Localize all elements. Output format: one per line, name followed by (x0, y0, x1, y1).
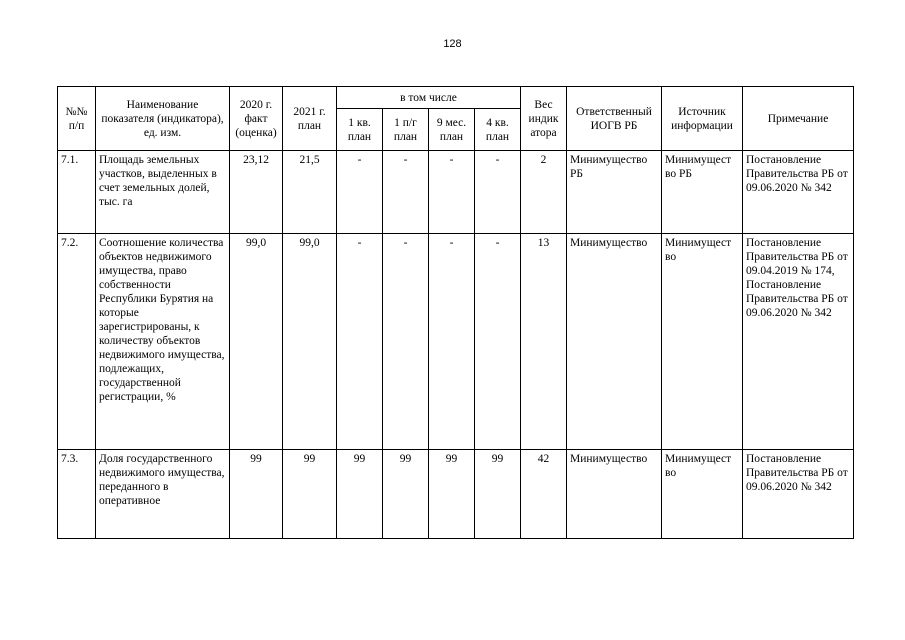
header-fact-2020: 2020 г. факт (оценка) (230, 87, 283, 151)
cell-num: 7.1. (58, 151, 96, 234)
cell-note: Постановление Правительства РБ от 09.06.2020 № 342 (743, 450, 854, 539)
cell-responsible: Минимущество РБ (567, 151, 662, 234)
cell-name (96, 450, 230, 539)
cell-q4: 99 (475, 450, 521, 539)
cell-note: Постановление Правительства РБ от 09.06.2020 № 342 (743, 151, 854, 234)
header-plan-2021: 2021 г. план (283, 87, 337, 151)
cell-h1: 99 (383, 450, 429, 539)
header-note: Примечание (743, 87, 854, 151)
cell-name-text: Доля государственного недвижимого имущества, переданного в оперативное (99, 453, 225, 507)
cell-weight: 2 (521, 151, 567, 234)
cell-fact-2020: 99 (230, 450, 283, 539)
cell-plan-2021: 99 (283, 450, 337, 539)
cell-q1: - (337, 234, 383, 450)
header-num: №№ п/п (58, 87, 96, 151)
header-q1: 1 кв. план (337, 109, 383, 151)
cell-9m: 99 (429, 450, 475, 539)
header-source: Источник информации (662, 87, 743, 151)
cell-h1: - (383, 234, 429, 450)
header-9m: 9 мес. план (429, 109, 475, 151)
cell-source: Минимущест во (662, 234, 743, 450)
cell-name: Площадь земельных участков, выделенных в счет земельных долей, тыс. га (96, 151, 230, 234)
header-h1: 1 п/г план (383, 109, 429, 151)
cell-weight: 42 (521, 450, 567, 539)
cell-num: 7.3. (58, 450, 96, 539)
header-including: в том числе (337, 87, 521, 109)
table-row (58, 234, 854, 450)
table-header (58, 87, 854, 151)
cell-responsible: Минимущество (567, 450, 662, 539)
cell-h1: - (383, 151, 429, 234)
header-weight: Вес индик атора (521, 87, 567, 151)
cell-q4: - (475, 151, 521, 234)
cell-weight: 13 (521, 234, 567, 450)
table-row (58, 151, 854, 234)
table-body (58, 151, 854, 539)
cell-note: Постановление Правительства РБ от 09.04.2019 № 174, Постановление Правительства РБ от 09.06.2020 № 342 (743, 234, 854, 450)
cell-9m: - (429, 151, 475, 234)
cell-q1: - (337, 151, 383, 234)
page-number: 128 (443, 38, 462, 50)
cell-q4: - (475, 234, 521, 450)
cell-fact-2020: 23,12 (230, 151, 283, 234)
cell-plan-2021: 99,0 (283, 234, 337, 450)
cell-source: Минимущест во РБ (662, 151, 743, 234)
cell-plan-2021: 21,5 (283, 151, 337, 234)
cell-fact-2020: 99,0 (230, 234, 283, 450)
header-q4: 4 кв. план (475, 109, 521, 151)
cell-q1: 99 (337, 450, 383, 539)
cell-name: Соотношение количества объектов недвижимого имущества, право собственности Республики Бурятия на которые зарегистрированы, к количеству объектов недвижимого имущества, подлежащих, государственной регистрации, % (96, 234, 230, 450)
indicators-table (57, 86, 854, 539)
header-row (58, 87, 854, 109)
cell-source: Минимущест во (662, 450, 743, 539)
table-row (58, 450, 854, 539)
cell-num: 7.2. (58, 234, 96, 450)
header-name: Наименование показателя (индикатора), ед. изм. (96, 87, 230, 151)
cell-responsible: Минимущество (567, 234, 662, 450)
header-responsible: Ответственный ИОГВ РБ (567, 87, 662, 151)
cell-9m: - (429, 234, 475, 450)
